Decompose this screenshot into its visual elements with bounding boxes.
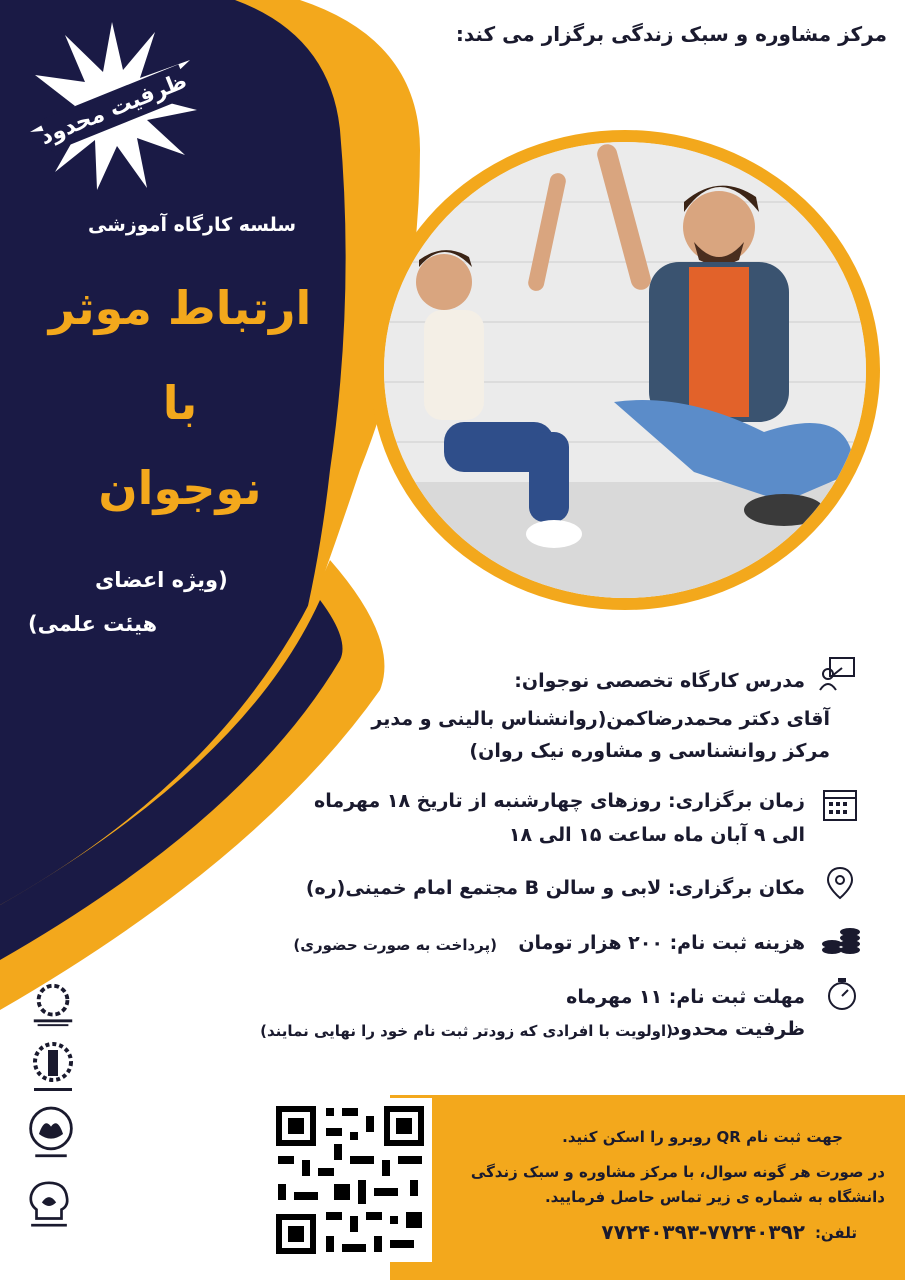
university-emblem-logo (28, 1040, 78, 1096)
title-line-2: با (162, 376, 198, 430)
father-and-son-photo (384, 142, 866, 598)
calendar-icon (822, 786, 858, 822)
capacity-label: ظرفیت محدود (670, 1018, 805, 1040)
audience-line-2: هیئت علمی) (28, 612, 158, 636)
place-text: مکان برگزاری: لابی و سالن B مجتمع امام خمینی(ره) (305, 877, 805, 899)
instructor-label: مدرس کارگاه تخصصی نوجوان: (514, 670, 805, 692)
stopwatch-icon (824, 976, 860, 1012)
mental-health-head-logo (24, 1176, 74, 1236)
series-label: سلسه کارگاه آموزشی (87, 214, 297, 236)
phone-numbers: ۷۷۲۴۰۳۹۳-۷۷۲۴۰۳۹۲ (601, 1220, 805, 1244)
fee-label: هزینه ثبت نام: ۲۰۰ هزار تومان (518, 932, 805, 954)
photo-circle (370, 130, 880, 610)
lifestyle-center-logo (28, 978, 78, 1030)
registration-qr-code[interactable] (268, 1098, 432, 1262)
fee-note: (پرداخت به صورت حضوری) (293, 936, 497, 954)
qr-scan-instruction: جهت ثبت نام QR روبرو را اسکن کنید. (562, 1128, 843, 1146)
instructor-line-1: آقای دکتر محمدرضاکمن(روانشناس بالینی و مدیر (371, 708, 830, 730)
teacher-board-icon (818, 654, 858, 694)
limited-capacity-badge (25, 20, 200, 195)
badge-text: ظرفیت محدود (36, 68, 191, 151)
photo-inner (384, 142, 866, 598)
title-line-1: ارتباط موثر (48, 281, 312, 335)
location-pin-icon (824, 866, 856, 902)
instructor-line-2: مرکز روانشناسی و مشاوره نیک روان) (469, 740, 830, 762)
time-line-2: الی ۹ آبان ماه ساعت ۱۵ الی ۱۸ (508, 824, 805, 846)
question-line-1: در صورت هر گونه سوال، با مرکز مشاوره و سبک زندگی (470, 1163, 885, 1181)
question-line-2: دانشگاه به شماره ی زیر تماس حاصل فرمایید. (544, 1188, 885, 1206)
audience-line-1: (ویژه اعضای (95, 568, 228, 592)
deadline-text: مهلت ثبت نام: ۱۱ مهرماه (566, 986, 805, 1008)
phone-label: تلفن: (814, 1224, 857, 1242)
capacity-note: (اولویت با افرادی که زودتر ثبت نام خود را نهایی نمایند) (260, 1022, 673, 1040)
hands-emblem-logo (26, 1102, 76, 1166)
organizer-heading: مرکز مشاوره و سبک زندگی برگزار می کند: (455, 22, 887, 46)
coins-icon (820, 924, 862, 958)
title-line-3: نوجوان (98, 461, 262, 515)
time-line-1: زمان برگزاری: روزهای چهارشنبه از تاریخ ۱۸ مهرماه (313, 790, 805, 812)
